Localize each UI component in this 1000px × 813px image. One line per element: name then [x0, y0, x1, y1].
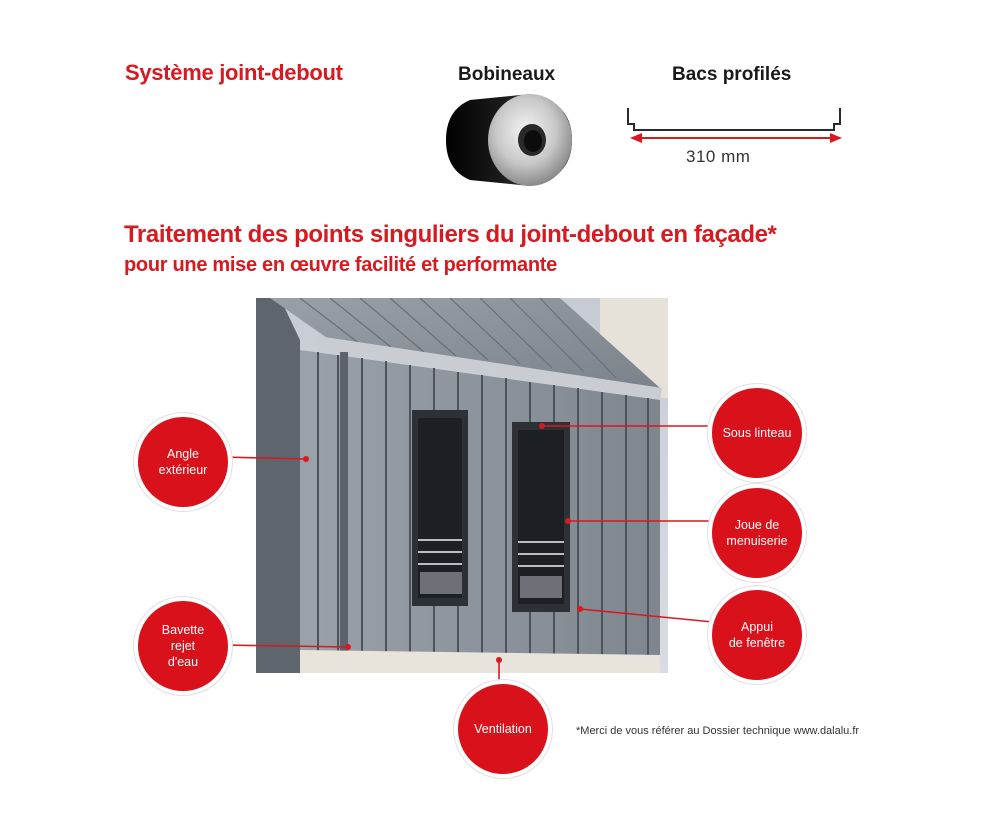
system-title: Système joint-debout: [125, 60, 343, 85]
profiles-title: Bacs profilés: [672, 64, 792, 85]
callout-angle-exterieur: Angle extérieur: [134, 413, 232, 511]
headline-line-1: Traitement des points singuliers du joint-debout en façade*: [124, 221, 777, 248]
callout-joue-menuiserie: Joue de menuiserie: [708, 484, 806, 582]
headline-line-2: pour une mise en œuvre facilité et performante: [124, 254, 557, 276]
callout-ventilation: Ventilation: [454, 680, 552, 778]
callout-sous-linteau: Sous linteau: [708, 384, 806, 482]
callout-appui-fenetre: Appui de fenêtre: [708, 586, 806, 684]
dimension-label: 310 mm: [686, 147, 751, 166]
coil-title: Bobineaux: [458, 64, 556, 85]
footnote: *Merci de vous référer au Dossier technique www.dalalu.fr: [576, 725, 860, 737]
callout-bavette: Bavette rejet d'eau: [134, 597, 232, 695]
